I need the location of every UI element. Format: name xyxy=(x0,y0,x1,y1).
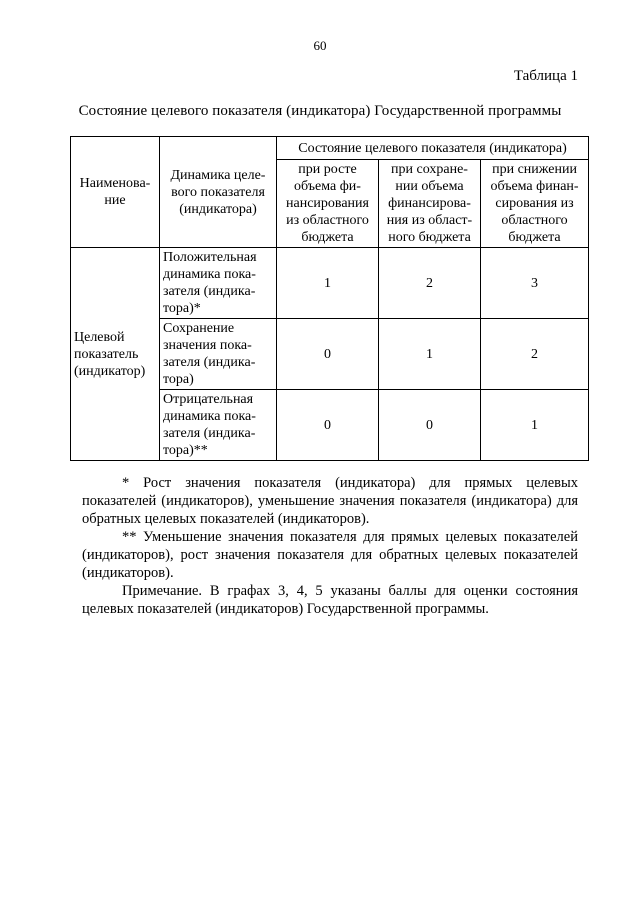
header-row-1 xyxy=(71,137,589,160)
header-name-cell xyxy=(71,137,160,248)
footnote-negative: ** Уменьшение значения показателя для прямых целевых показателей (индикаторов), рост значения показателя для обратных целевых показателей (индикаторов). xyxy=(82,529,578,581)
header-state-stable-text: при сохране- нии объема финансирова- ния из област- ного бюджета xyxy=(386,162,473,245)
score-cell: 0 xyxy=(277,319,379,390)
indicator-state-table xyxy=(70,136,589,461)
dynamics-stable-text: Сохранение значения пока- зателя (индика- тора) xyxy=(163,321,256,387)
header-state-growth-text: при росте объема фи- нансирования из областного бюджета xyxy=(286,162,369,245)
table-row xyxy=(71,248,589,319)
score-cell: 2 xyxy=(481,319,589,390)
dynamics-cell xyxy=(160,390,277,461)
table-title: Состояние целевого показателя (индикатора) Государственной программы xyxy=(78,103,562,119)
header-name-text: Наименова- ние xyxy=(79,176,151,208)
remark-note: Примечание. В графах 3, 4, 5 указаны баллы для оценки состояния целевых показателей (индикаторов) Государственной программы. xyxy=(82,583,578,617)
header-state-growth-cell xyxy=(277,160,379,248)
score-cell: 3 xyxy=(481,248,589,319)
header-state-decrease-cell xyxy=(481,160,589,248)
table-label: Таблица 1 xyxy=(513,68,578,84)
score-cell: 1 xyxy=(277,248,379,319)
score-cell: 0 xyxy=(379,390,481,461)
row-name-cell xyxy=(71,248,160,461)
score-cell: 1 xyxy=(481,390,589,461)
header-state-group-cell xyxy=(277,137,589,160)
row-name-text: Целевой показатель (индикатор) xyxy=(74,329,146,379)
score-cell: 2 xyxy=(379,248,481,319)
dynamics-cell xyxy=(160,319,277,390)
page-number: 60 xyxy=(313,38,327,53)
score-cell: 1 xyxy=(379,319,481,390)
header-state-stable-cell xyxy=(379,160,481,248)
header-dynamics-cell xyxy=(160,137,277,248)
score-cell: 0 xyxy=(277,390,379,461)
header-state-group-text: Состояние целевого показателя (индикатора) xyxy=(298,140,567,156)
dynamics-positive-text: Положительная динамика пока- зателя (индика- тора)* xyxy=(163,250,257,316)
dynamics-negative-text: Отрицательная динамика пока- зателя (индика- тора)** xyxy=(163,392,256,458)
header-dynamics-text: Динамика целе- вого показателя (индикатора) xyxy=(170,167,266,217)
header-state-decrease-text: при снижении объема финан- сирования из областного бюджета xyxy=(490,162,579,245)
footnote-positive: * Рост значения показателя (индикатора) для прямых целевых показателей (индикаторов), уменьшение значения показателя (индикатора) для обратных целевых показателей (индикаторов). xyxy=(82,475,578,527)
dynamics-cell xyxy=(160,248,277,319)
notes-section xyxy=(82,474,578,618)
